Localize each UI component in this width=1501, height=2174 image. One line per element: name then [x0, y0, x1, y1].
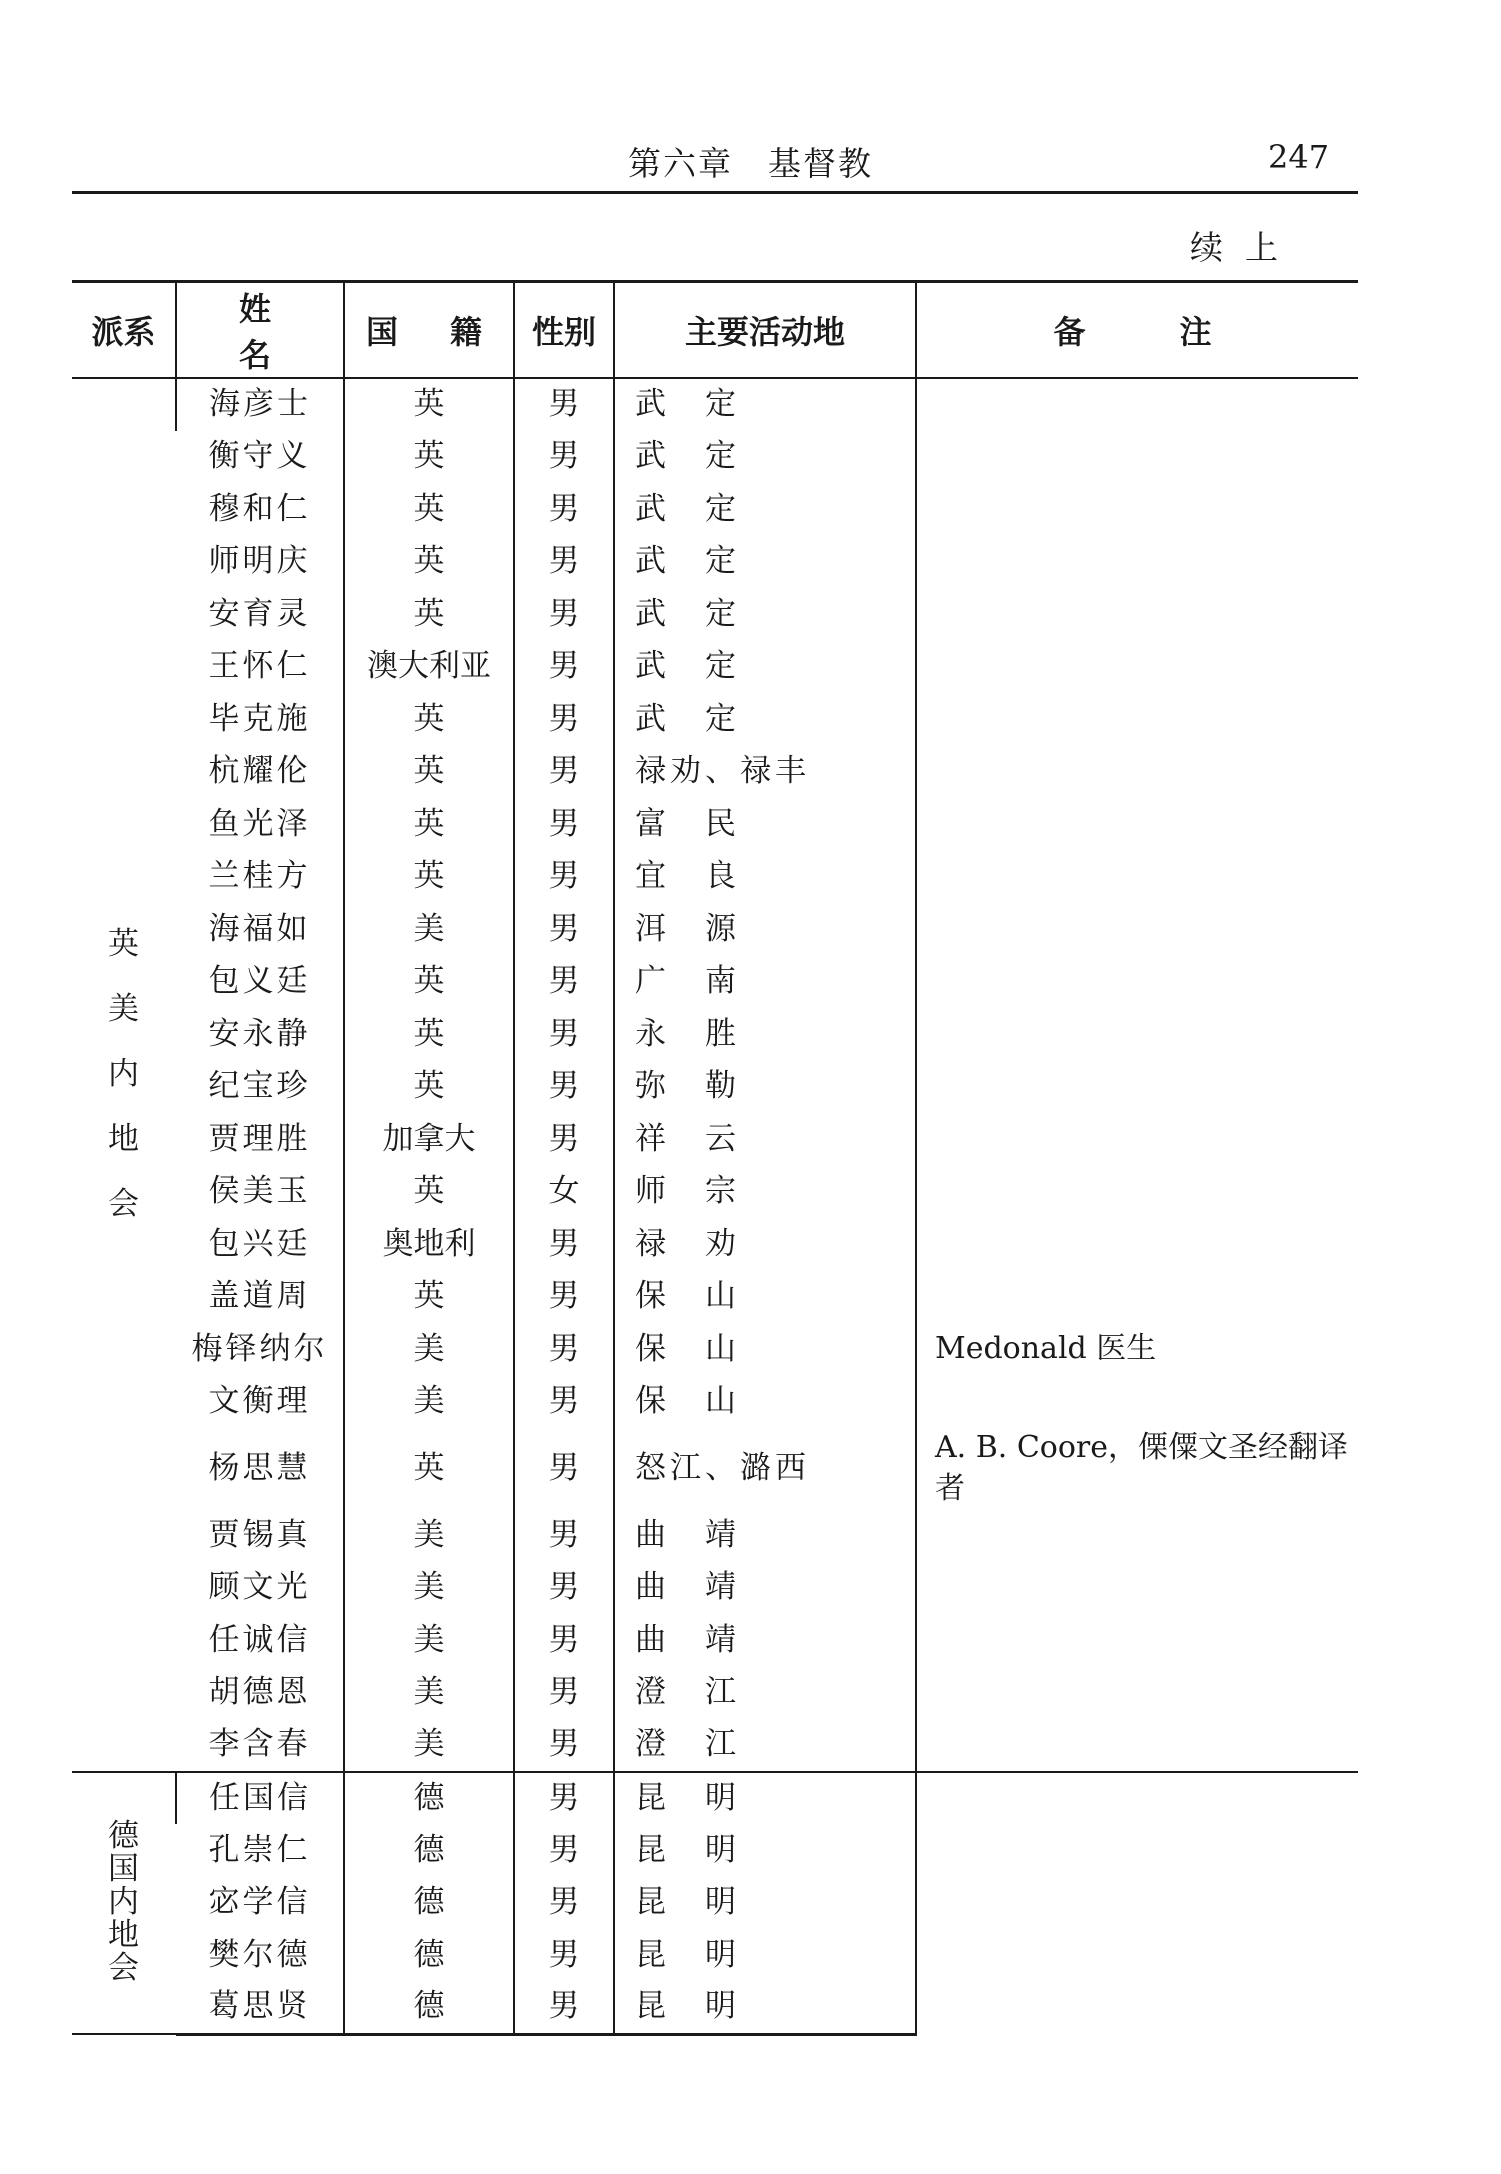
table-row: [72, 1323, 1358, 1376]
column-header-nationality: 国 籍: [344, 282, 514, 379]
nationality-cell: 英: [344, 536, 514, 589]
name-cell: 梅铎纳尔: [191, 1330, 328, 1367]
gender-cell: 男: [514, 1614, 614, 1667]
name-cell: 王怀仁: [208, 648, 311, 685]
note-cell: [916, 1772, 1358, 2035]
place-cell: 武 定: [614, 378, 916, 431]
gender-cell: 男: [514, 1719, 614, 1772]
place-cell: 洱 源: [614, 903, 916, 956]
place-cell: 昆 明: [614, 1982, 916, 2035]
nationality-cell: 德: [344, 1929, 514, 1982]
name-cell: 穆和仁: [208, 490, 311, 527]
nationality-cell: 美: [344, 1719, 514, 1772]
nationality-cell: 美: [344, 1667, 514, 1720]
name-cell: 纪宝珍: [208, 1068, 311, 1105]
place-cell: 昆 明: [614, 1929, 916, 1982]
place-cell: 保 山: [614, 1323, 916, 1376]
gender-cell: 男: [514, 641, 614, 694]
note-cell: [916, 378, 1358, 1323]
name-cell: 海彦士: [176, 378, 344, 431]
nationality-cell: 英: [344, 1061, 514, 1114]
place-cell: 武 定: [614, 483, 916, 536]
nationality-cell: 奥地利: [344, 1218, 514, 1271]
gender-cell: 男: [514, 588, 614, 641]
table-row: [72, 1376, 1358, 1429]
name-cell: 杨思慧: [208, 1449, 311, 1486]
denomination-char: 会: [108, 1950, 139, 1987]
table-row: [72, 1428, 1358, 1509]
place-cell: 武 定: [614, 641, 916, 694]
name-cell: 包兴廷: [208, 1225, 311, 1262]
gender-cell: 男: [514, 1982, 614, 2035]
name-cell: 任国信: [176, 1772, 344, 1825]
place-cell: 澄 江: [614, 1719, 916, 1772]
nationality-cell: 美: [344, 1509, 514, 1562]
name-cell: 包义廷: [208, 963, 311, 1000]
gender-cell: 男: [514, 1008, 614, 1061]
gender-cell: 男: [514, 378, 614, 431]
place-cell: 师 宗: [614, 1166, 916, 1219]
denomination-vertical-text: [104, 1818, 144, 1987]
column-header-gender: 性别: [514, 282, 614, 379]
place-cell: 禄 劝: [614, 1218, 916, 1271]
gender-cell: 男: [514, 851, 614, 904]
nationality-cell: 加拿大: [344, 1113, 514, 1166]
column-header-note: 备 注: [916, 282, 1358, 379]
place-cell: 武 定: [614, 536, 916, 589]
denomination-char: 内: [108, 1056, 139, 1093]
name-cell: 侯美玉: [208, 1173, 311, 1210]
place-cell: 广 南: [614, 956, 916, 1009]
page-number: 247: [1268, 138, 1330, 176]
place-cell: 武 定: [614, 588, 916, 641]
gender-cell: 男: [514, 431, 614, 484]
denomination-char: 地: [108, 1917, 139, 1954]
table-row: [72, 1509, 1358, 1562]
gender-cell: 男: [514, 483, 614, 536]
name-cell: 盖道周: [208, 1278, 311, 1315]
place-cell: 永 胜: [614, 1008, 916, 1061]
gender-cell: 男: [514, 1271, 614, 1324]
place-cell: 保 山: [614, 1376, 916, 1429]
name-cell: 贾锡真: [208, 1516, 311, 1553]
gender-cell: 男: [514, 1667, 614, 1720]
nationality-cell: 英: [344, 378, 514, 431]
nationality-cell: 美: [344, 1323, 514, 1376]
name-cell: 葛思贤: [176, 1982, 344, 2035]
column-header-denomination: 派系: [91, 313, 156, 351]
place-cell: 昆 明: [614, 1877, 916, 1930]
nationality-cell: 英: [344, 851, 514, 904]
place-cell: 富 民: [614, 798, 916, 851]
place-cell: 曲 靖: [614, 1509, 916, 1562]
place-cell: 澄 江: [614, 1667, 916, 1720]
table-row: [72, 378, 1358, 431]
note-cell: [916, 1509, 1358, 1772]
denomination-char: 德: [108, 1818, 139, 1855]
gender-cell: 男: [514, 1824, 614, 1877]
nationality-cell: 英: [344, 1008, 514, 1061]
denomination-char: 英: [108, 926, 139, 963]
nationality-cell: 澳大利亚: [344, 641, 514, 694]
place-cell: 武 定: [614, 431, 916, 484]
name-cell: 李含春: [208, 1726, 311, 1763]
name-cell: 安永静: [208, 1015, 311, 1052]
table-row: [72, 1772, 1358, 1825]
nationality-cell: 德: [344, 1877, 514, 1930]
name-cell: 毕克施: [208, 700, 311, 737]
denomination-cell: [72, 378, 176, 1772]
denomination-char: 美: [108, 991, 139, 1028]
gender-cell: 男: [514, 1877, 614, 1930]
gender-cell: 男: [514, 693, 614, 746]
gender-cell: 男: [514, 1428, 614, 1509]
name-cell: 樊尔德: [208, 1936, 311, 1973]
gender-cell: 男: [514, 1772, 614, 1825]
place-cell: 祥 云: [614, 1113, 916, 1166]
name-cell: 兰桂方: [208, 858, 311, 895]
name-cell: 任诚信: [208, 1621, 311, 1658]
continued-label: 续上: [1190, 228, 1300, 267]
column-header-place: 主要活动地: [614, 282, 916, 379]
nationality-cell: 英: [344, 431, 514, 484]
gender-cell: 男: [514, 536, 614, 589]
name-cell: 孔崇仁: [208, 1831, 311, 1868]
name-cell: 衡守义: [208, 438, 311, 475]
table-header-row: [72, 282, 1358, 379]
nationality-cell: 德: [344, 1982, 514, 2035]
nationality-cell: 英: [344, 1271, 514, 1324]
gender-cell: 男: [514, 1509, 614, 1562]
nationality-cell: 英: [344, 746, 514, 799]
nationality-cell: 英: [344, 693, 514, 746]
place-cell: 昆 明: [614, 1824, 916, 1877]
gender-cell: 男: [514, 903, 614, 956]
nationality-cell: 英: [344, 798, 514, 851]
nationality-cell: 英: [344, 956, 514, 1009]
nationality-cell: 美: [344, 903, 514, 956]
name-cell: 胡德恩: [208, 1674, 311, 1711]
denomination-vertical-text: [104, 926, 144, 1223]
nationality-cell: 美: [344, 1562, 514, 1615]
nationality-cell: 英: [344, 1166, 514, 1219]
gender-cell: 男: [514, 798, 614, 851]
gender-cell: 男: [514, 746, 614, 799]
note-cell: A. B. Coore，傈僳文圣经翻译者: [916, 1428, 1358, 1509]
place-cell: 保 山: [614, 1271, 916, 1324]
place-cell: 宜 良: [614, 851, 916, 904]
place-cell: 怒江、潞西: [614, 1428, 916, 1509]
gender-cell: 男: [514, 1562, 614, 1615]
gender-cell: 女: [514, 1166, 614, 1219]
gender-cell: 男: [514, 1376, 614, 1429]
place-cell: 曲 靖: [614, 1562, 916, 1615]
nationality-cell: 德: [344, 1824, 514, 1877]
column-header-name: 姓 名: [176, 282, 344, 379]
nationality-cell: 美: [344, 1376, 514, 1429]
gender-cell: 男: [514, 1061, 614, 1114]
name-cell: 贾理胜: [208, 1120, 311, 1157]
denomination-char: 地: [108, 1121, 139, 1158]
denomination-cell: [72, 1772, 176, 2035]
name-cell: 顾文光: [208, 1569, 311, 1606]
header-rule: [72, 191, 1358, 194]
name-cell: 杭耀伦: [208, 753, 311, 790]
name-cell: 安育灵: [208, 595, 311, 632]
denomination-char: 内: [108, 1884, 139, 1921]
denomination-char: 国: [108, 1851, 139, 1888]
name-cell: 鱼光泽: [208, 805, 311, 842]
missionary-table: [72, 280, 1358, 2036]
nationality-cell: 英: [344, 483, 514, 536]
gender-cell: 男: [514, 1218, 614, 1271]
nationality-cell: 美: [344, 1614, 514, 1667]
place-cell: 禄劝、禄丰: [614, 746, 916, 799]
nationality-cell: 德: [344, 1772, 514, 1825]
place-cell: 武 定: [614, 693, 916, 746]
place-cell: 曲 靖: [614, 1614, 916, 1667]
gender-cell: 男: [514, 1929, 614, 1982]
name-cell: 文衡理: [208, 1383, 311, 1420]
place-cell: 弥 勒: [614, 1061, 916, 1114]
name-cell: 师明庆: [208, 543, 311, 580]
denomination-char: 会: [108, 1186, 139, 1223]
name-cell: 海福如: [208, 910, 311, 947]
place-cell: 昆 明: [614, 1772, 916, 1825]
name-cell: 宓学信: [208, 1884, 311, 1921]
note-cell: Medonald 医生: [916, 1323, 1358, 1376]
gender-cell: 男: [514, 956, 614, 1009]
note-cell: [916, 1376, 1358, 1429]
page-header-title: 第六章 基督教: [628, 144, 873, 183]
nationality-cell: 英: [344, 1428, 514, 1509]
gender-cell: 男: [514, 1323, 614, 1376]
nationality-cell: 英: [344, 588, 514, 641]
gender-cell: 男: [514, 1113, 614, 1166]
